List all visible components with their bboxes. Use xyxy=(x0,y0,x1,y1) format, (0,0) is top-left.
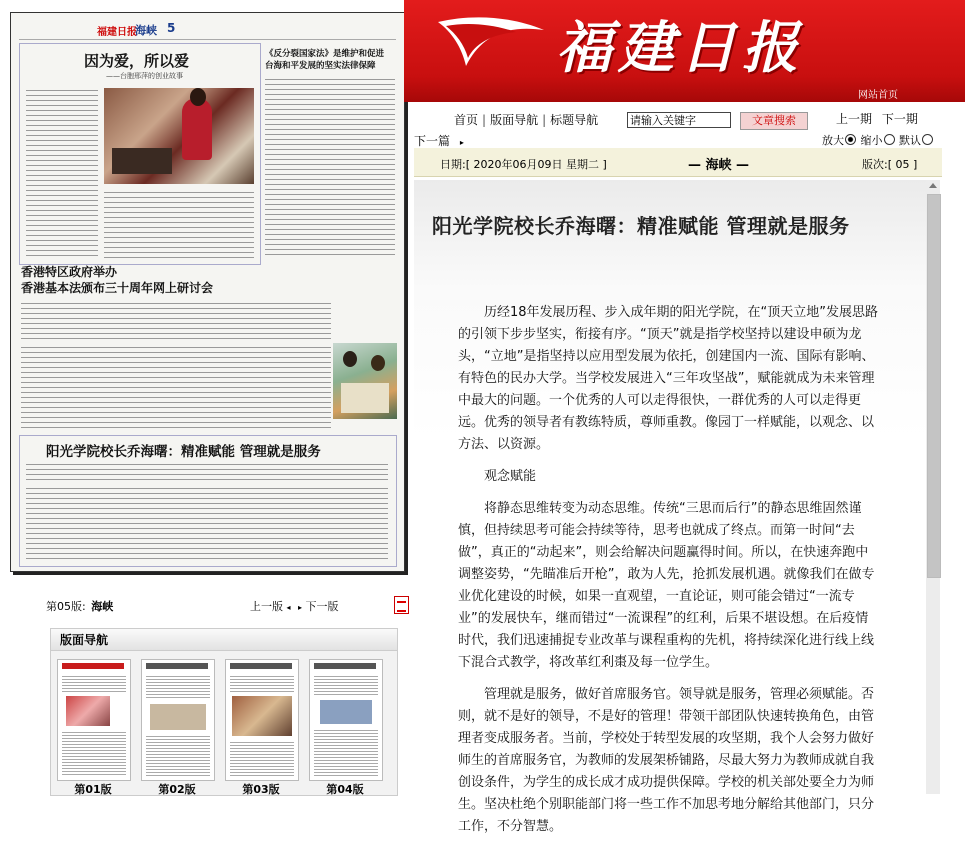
next-page-link[interactable]: 下一版 xyxy=(305,600,339,613)
site-banner xyxy=(404,0,965,102)
nav-home[interactable]: 首页 xyxy=(454,113,479,127)
newspaper-page-image[interactable] xyxy=(10,12,405,572)
article-title: 阳光学院校长乔海曙：精准赋能 管理就是服务 xyxy=(432,214,850,238)
article-scrollbar[interactable] xyxy=(926,180,940,794)
current-page-prefix: 第05版: xyxy=(46,600,86,613)
paper-text-column xyxy=(21,301,331,341)
right-arrow-icon: ▸ xyxy=(459,138,464,147)
page-thumbnail-label[interactable]: 第03版 xyxy=(242,783,280,796)
article-paragraph: 管理就是服务，做好首席服务官。领导就是服务，管理必须赋能。否则，就不是好的领导，不是好的管理！带领干部团队快速转换角色，由管理者变成服务者。当前，学校处于转型发展的攻坚期，我个人会努力做好师生的首席服务官，为教师的发展架桥铺路，尽最大努力为教师成就自我创设条件，为学生的成长成才成功提供保障。学校的机关部处要全力为师生。坚决杜绝个别职能部门将一些工作不加思考地分解给其他部门，只分工作，不分智慧。 xyxy=(458,687,875,834)
nav-separator: | xyxy=(482,113,487,127)
site-logo: 福建日报 xyxy=(556,15,804,81)
page-switcher xyxy=(250,598,339,614)
zoom-controls xyxy=(822,132,934,148)
current-page-info xyxy=(46,598,113,614)
zoom-in-radio[interactable] xyxy=(845,134,856,145)
article-search-button[interactable]: 文章搜索 xyxy=(740,112,808,130)
issue-info-bar xyxy=(414,148,942,177)
page-navigation-panel xyxy=(50,628,398,796)
page-thumbnail-3[interactable] xyxy=(225,659,299,781)
paper-section: 海峡 xyxy=(135,24,157,37)
page-thumbnail-label[interactable]: 第04版 xyxy=(326,783,364,796)
paper-text-column xyxy=(104,190,254,258)
article-body xyxy=(458,302,878,848)
paper-headline-4: 阳光学院校长乔海曙：精准赋能 管理就是服务 xyxy=(46,444,321,460)
zoom-out-label: 缩小 xyxy=(860,134,883,147)
page-thumbnail-2[interactable] xyxy=(141,659,215,781)
prev-issue-link[interactable]: 上一期 xyxy=(836,112,873,126)
page-thumbnail-label[interactable]: 第02版 xyxy=(158,783,196,796)
search-input[interactable] xyxy=(627,112,731,128)
paper-header xyxy=(19,21,396,40)
scroll-up-icon[interactable] xyxy=(929,183,937,188)
article-paragraph: 将静态思维转变为动态思维。传统“三思而后行”的静态思维固然谨慎，但持续思考可能会持续等待，思考也就成了终点。而第一时间“去做”，真正的“动起来”，则会给解决问题赢得时间。所以，在快速奔跑中调整姿势，“先瞄准后开枪”，敢为人先，抢抓发展机遇。就像我们在做专业优化建设的时候，如果一直观望，一直论证，则可能会错过“一流专业”的发展快车，继而错过“一流课程”的红利，后果不堪设想。在后疫情时代，我们迅速捕捉专业改革与课程重构的先机，将持续深化进行线上线下混合式教学，将改革红利棗及每一位学生。 xyxy=(458,501,875,670)
pdf-icon[interactable] xyxy=(394,596,409,614)
zoom-in-label: 放大 xyxy=(822,134,844,147)
paper-article-4-box[interactable] xyxy=(19,435,397,567)
left-arrow-icon: ◂ xyxy=(286,603,291,612)
article-panel xyxy=(414,180,926,834)
paper-headline-3-line1: 香港特区政府举办 xyxy=(21,265,118,279)
paper-article-1-box[interactable] xyxy=(19,43,261,265)
paper-text-column xyxy=(26,486,388,560)
nav-separator: | xyxy=(542,113,547,127)
home-page-link[interactable]: 网站首页 xyxy=(858,90,898,101)
paper-text-column xyxy=(26,462,388,482)
zoom-default-label: 默认 xyxy=(899,134,921,147)
next-article-label: 下一篇 xyxy=(414,134,451,148)
paper-headline-2-line2: 台海和平发展的坚实法律保障 xyxy=(265,61,376,71)
paper-text-column xyxy=(26,88,98,258)
current-page-section: 海峡 xyxy=(91,600,114,613)
page-thumbnail-1[interactable] xyxy=(57,659,131,781)
scrollbar-thumb[interactable] xyxy=(927,194,941,578)
paper-photo-1 xyxy=(104,88,254,184)
paper-text-column xyxy=(265,77,395,257)
paper-article-2-box[interactable] xyxy=(263,43,397,263)
issue-date: 日期:[ 2020年06月09日 星期二 ] xyxy=(440,158,607,171)
paper-page-number: 5 xyxy=(167,21,176,35)
paper-text-column xyxy=(21,345,331,431)
zoom-out-radio[interactable] xyxy=(884,134,895,145)
paper-emblem-icon xyxy=(432,8,552,78)
paper-photo-2 xyxy=(333,343,397,419)
article-paragraph: 历经18年发展历程、步入成年期的阳光学院，在“顶天立地”发展思路的引领下步步坚实，衔接有序。“顶天”就是指学校坚持以建设申硕为龙头，“立地”是指坚持以应用型发展为依托，创建国内一流、国际有影响、有特色的民办大学。当学校发展进入“三年攻坚战”，赋能就成为未来管理中最大的问题。一个优秀的人可以走得很快，一群优秀的人可以走得更远。优秀的领导者有教练特质，尊师重教。像园丁一样赋能，以观念、以方法、以资源。 xyxy=(458,305,879,452)
issue-section: — 海峡 — xyxy=(688,158,750,173)
paper-headline-1: 因为爱，所以爱 xyxy=(84,52,190,70)
page-navigation-title: 版面导航 xyxy=(51,629,397,651)
right-arrow-icon: ▸ xyxy=(298,603,303,612)
nav-layout[interactable]: 版面导航 xyxy=(490,113,539,127)
zoom-default-radio[interactable] xyxy=(922,134,933,145)
top-navigation xyxy=(414,106,942,146)
issue-page: 版次:[ 05 ] xyxy=(862,158,918,171)
paper-headline-1-sub: ——台胞邢萍的创业故事 xyxy=(106,72,183,80)
article-subheading: 观念赋能 xyxy=(484,469,537,484)
paper-headline-3-line2: 香港基本法颁布三十周年网上研讨会 xyxy=(21,281,214,295)
nav-titles[interactable]: 标题导航 xyxy=(550,113,599,127)
prev-page-link[interactable]: 上一版 xyxy=(250,600,283,613)
next-article-link[interactable] xyxy=(414,132,464,149)
paper-headline-2-line1: 《反分裂国家法》是维护和促进 xyxy=(265,49,385,59)
next-issue-link[interactable]: 下一期 xyxy=(881,112,918,126)
page-thumbnail-label[interactable]: 第01版 xyxy=(74,783,112,796)
paper-masthead: 福建日报 xyxy=(97,27,137,38)
page-thumbnail-4[interactable] xyxy=(309,659,383,781)
